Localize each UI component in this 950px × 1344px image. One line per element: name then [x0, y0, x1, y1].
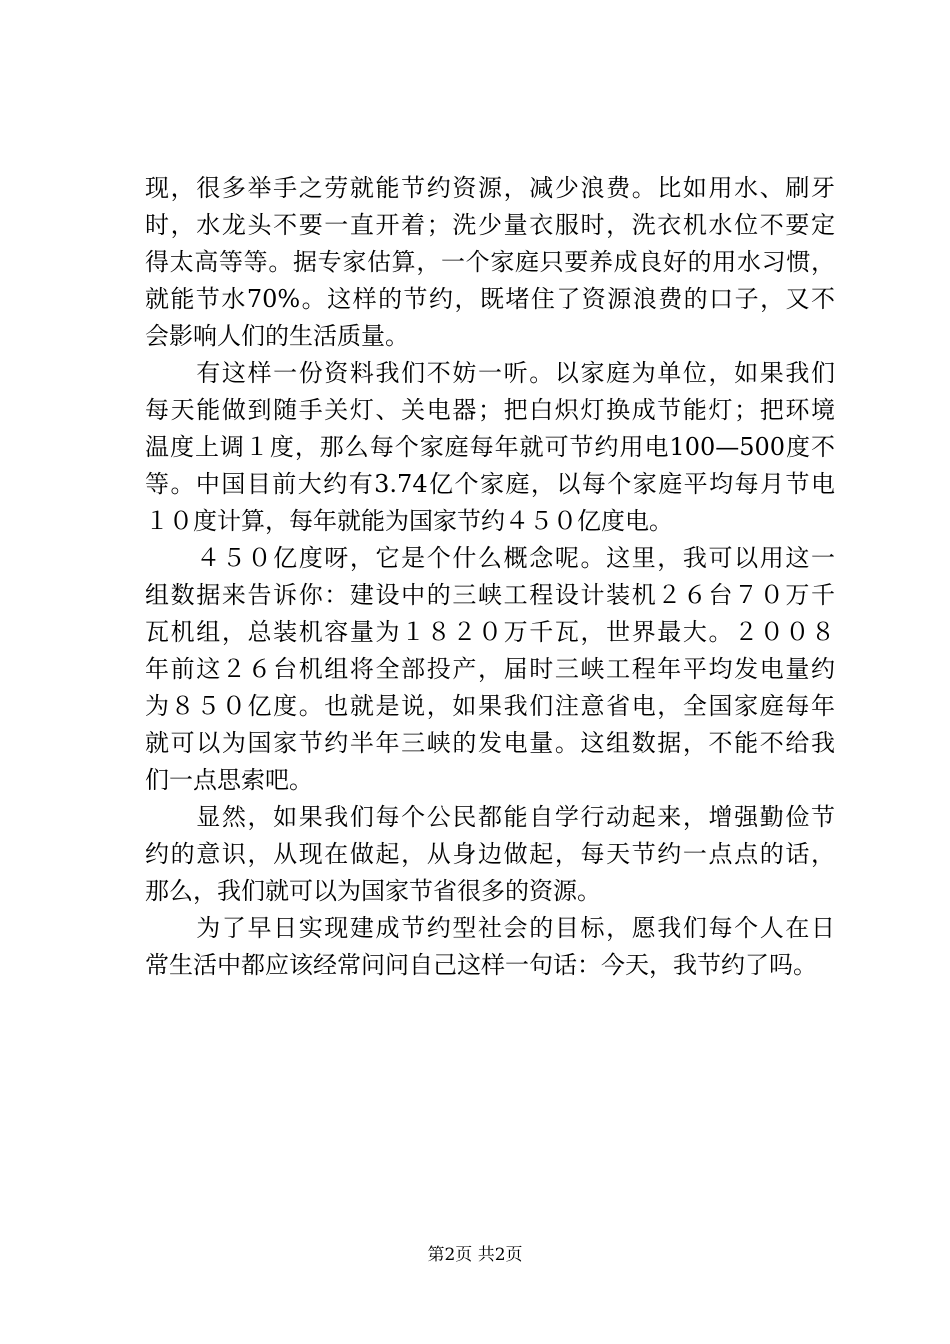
text-line: 温度上调１度，那么每个家庭每年就可节约用电100—500度不 [145, 433, 835, 461]
text-line: 约的意识，从现在做起，从身边做起，每天节约一点点的话， [145, 840, 835, 868]
text-line: 常生活中都应该经常问问自己这样一句话：今天，我节约了吗。 [145, 951, 817, 979]
text-line: 有这样一份资料我们不妨一听。以家庭为单位，如果我们 [145, 359, 835, 387]
text-line: 为了早日实现建成节约型社会的目标，愿我们每个人在日 [145, 914, 835, 942]
page-footer [0, 1243, 950, 1267]
text-line: １０度计算，每年就能为国家节约４５０亿度电。 [145, 507, 673, 535]
text-line: 就能节水70%。这样的节约，既堵住了资源浪费的口子，又不 [145, 285, 835, 313]
text-line: 那么，我们就可以为国家节省很多的资源。 [145, 877, 601, 905]
text-line: 组数据来告诉你：建设中的三峡工程设计装机２６台７０万千 [145, 581, 835, 609]
text-line: 得太高等等。据专家估算，一个家庭只要养成良好的用水习惯， [145, 248, 835, 276]
text-line: 等。中国目前大约有3.74亿个家庭，以每个家庭平均每月节电 [145, 470, 835, 498]
text-line: 每天能做到随手关灯、关电器；把白炽灯换成节能灯；把环境 [145, 396, 835, 424]
text-line: 瓦机组，总装机容量为１８２０万千瓦，世界最大。２００８ [145, 618, 835, 646]
body-text [145, 170, 835, 984]
text-line: 就可以为国家节约半年三峡的发电量。这组数据，不能不给我 [145, 729, 835, 757]
text-line: 们一点思索吧。 [145, 766, 313, 794]
paragraph-3 [145, 540, 835, 799]
page-number-label: 第2页 共2页 [427, 1245, 523, 1265]
text-line: 年前这２６台机组将全部投产，届时三峡工程年平均发电量约 [145, 655, 835, 683]
text-line: 为８５０亿度。也就是说，如果我们注意省电，全国家庭每年 [145, 692, 835, 720]
paragraph-2 [145, 355, 835, 540]
paragraph-4 [145, 799, 835, 910]
paragraph-5 [145, 910, 835, 984]
text-line: ４５０亿度呀，它是个什么概念呢。这里，我可以用这一 [145, 544, 835, 572]
paragraph-1 [145, 170, 835, 355]
text-line: 现，很多举手之劳就能节约资源，减少浪费。比如用水、刷牙 [145, 174, 835, 202]
text-line: 时，水龙头不要一直开着；洗少量衣服时，洗衣机水位不要定 [145, 211, 835, 239]
text-line: 会影响人们的生活质量。 [145, 322, 409, 350]
text-line: 显然，如果我们每个公民都能自学行动起来，增强勤俭节 [145, 803, 835, 831]
